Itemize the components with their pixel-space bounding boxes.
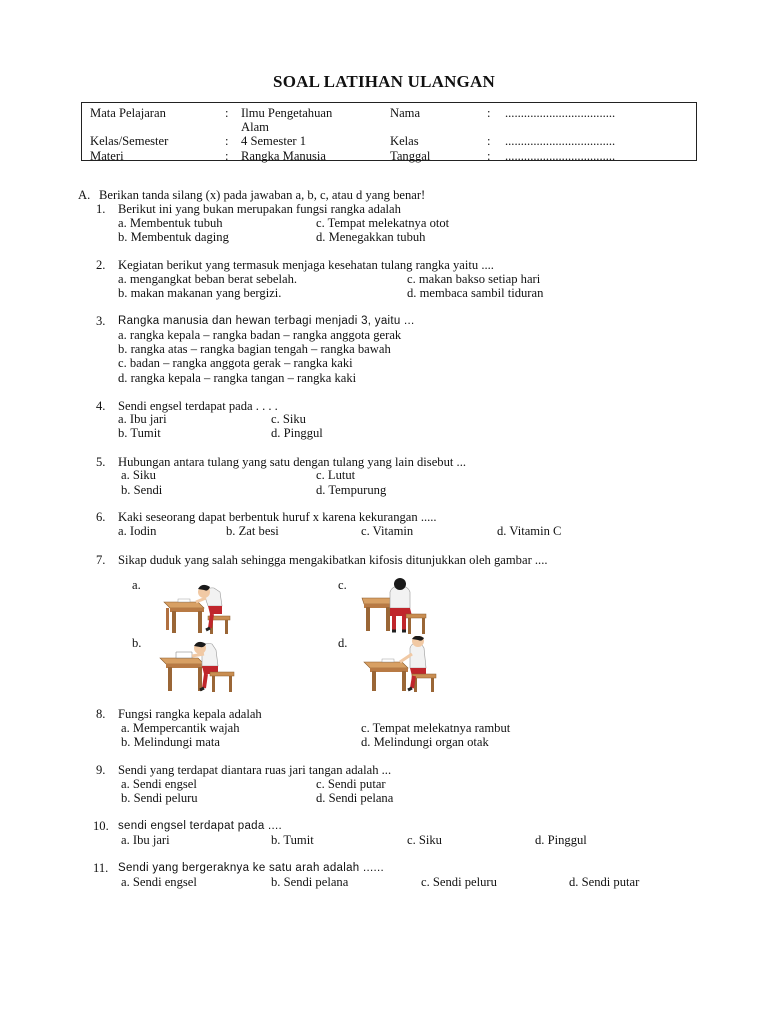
option-d[interactable]: d. Menegakkan tubuh — [316, 230, 426, 244]
section-letter: A. — [78, 188, 91, 202]
option-a[interactable]: a. — [132, 578, 141, 592]
question-number: 9. — [96, 763, 106, 777]
option-d[interactable]: d. — [338, 636, 348, 650]
option-a[interactable]: a. Ibu jari — [121, 833, 170, 847]
option-a[interactable]: a. Ibu jari — [118, 412, 167, 426]
option-b[interactable]: b. Sendi peluru — [121, 791, 198, 805]
option-c[interactable]: c. Tempat melekatnya rambut — [361, 721, 511, 735]
option-c[interactable]: c. Siku — [271, 412, 306, 426]
option-d[interactable]: d. Pinggul — [271, 426, 323, 440]
option-b[interactable]: b. — [132, 636, 142, 650]
colon: : — [225, 106, 229, 120]
class-semester-value: 4 Semester 1 — [241, 134, 307, 148]
option-c[interactable]: c. Siku — [407, 833, 442, 847]
question-text: Sendi engsel terdapat pada . . . . — [118, 399, 278, 413]
question-text: Fungsi rangka kepala adalah — [118, 707, 262, 721]
class-semester-label: Kelas/Semester — [90, 134, 169, 148]
colon: : — [225, 149, 229, 163]
option-a[interactable]: a. mengangkat beban berat sebelah. — [118, 272, 298, 286]
topic-value: Rangka Manusia — [241, 149, 326, 163]
option-b[interactable]: b. makan makanan yang bergizi. — [118, 286, 282, 300]
question-text: Rangka manusia dan hewan terbagi menjadi 3, yaitu ... — [118, 315, 415, 327]
option-b[interactable]: b. Melindungi mata — [121, 735, 220, 749]
question-text: Sendi yang bergeraknya ke satu arah adalah ...... — [118, 862, 384, 874]
question-number: 7. — [96, 553, 106, 567]
option-a[interactable]: a. rangka kepala – rangka badan – rangka anggota gerak — [118, 328, 402, 342]
option-d[interactable]: d. Melindungi organ otak — [361, 735, 489, 749]
option-d[interactable]: d. rangka kepala – rangka tangan – rangka kaki — [118, 371, 357, 385]
question-text: Berikut ini yang bukan merupakan fungsi rangka adalah — [118, 202, 401, 216]
question-number: 4. — [96, 399, 106, 413]
date-blank[interactable]: ................................... — [505, 149, 616, 163]
option-b[interactable]: b. Membentuk daging — [118, 230, 229, 244]
question-text: Hubungan antara tulang yang satu dengan tulang yang lain disebut ... — [118, 455, 466, 469]
page-title: SOAL LATIHAN ULANGAN — [273, 72, 495, 91]
option-b[interactable]: b. Sendi — [121, 483, 163, 497]
subject-label: Mata Pelajaran — [90, 106, 166, 120]
question-number: 10. — [93, 819, 109, 833]
question-number: 2. — [96, 258, 106, 272]
name-label: Nama — [390, 106, 421, 120]
sitting-posture-image-d[interactable] — [362, 636, 444, 694]
name-blank[interactable]: ................................... — [505, 106, 616, 120]
option-c[interactable]: c. Tempat melekatnya otot — [316, 216, 450, 230]
option-d[interactable]: d. Pinggul — [535, 833, 587, 847]
question-number: 1. — [96, 202, 106, 216]
option-a[interactable]: a. Sendi engsel — [121, 875, 197, 889]
sitting-posture-image-c[interactable] — [360, 578, 430, 636]
question-text: Sendi yang terdapat diantara ruas jari tangan adalah ... — [118, 763, 392, 777]
option-c[interactable]: c. — [338, 578, 347, 592]
option-b[interactable]: b. rangka atas – rangka bagian tengah – rangka bawah — [118, 342, 391, 356]
subject-value: Ilmu Pengetahuan — [241, 106, 333, 120]
question-text: Kaki seseorang dapat berbentuk huruf x karena kekurangan ..... — [118, 510, 437, 524]
option-c[interactable]: c. makan bakso setiap hari — [407, 272, 541, 286]
subject-value-line2: Alam — [241, 120, 269, 134]
option-a[interactable]: a. Membentuk tubuh — [118, 216, 223, 230]
option-d[interactable]: d. Tempurung — [316, 483, 387, 497]
option-c[interactable]: c. Lutut — [316, 468, 356, 482]
option-d[interactable]: d. Vitamin C — [497, 524, 562, 538]
option-d[interactable]: d. Sendi putar — [569, 875, 640, 889]
question-text: Kegiatan berikut yang termasuk menjaga kesehatan tulang rangka yaitu .... — [118, 258, 494, 272]
option-a[interactable]: a. Sendi engsel — [121, 777, 197, 791]
option-b[interactable]: b. Zat besi — [226, 524, 279, 538]
colon: : — [487, 149, 491, 163]
option-d[interactable]: d. membaca sambil tiduran — [407, 286, 544, 300]
option-b[interactable]: b. Tumit — [118, 426, 161, 440]
topic-label: Materi — [90, 149, 124, 163]
option-c[interactable]: c. Sendi putar — [316, 777, 386, 791]
question-text: Sikap duduk yang salah sehingga mengakibatkan kifosis ditunjukkan oleh gambar .... — [118, 553, 548, 567]
colon: : — [225, 134, 229, 148]
question-number: 3. — [96, 314, 106, 328]
colon: : — [487, 134, 491, 148]
option-c[interactable]: c. Vitamin — [361, 524, 414, 538]
question-number: 6. — [96, 510, 106, 524]
class-label: Kelas — [390, 134, 419, 148]
class-blank[interactable]: ................................... — [505, 134, 616, 148]
option-a[interactable]: a. Siku — [121, 468, 156, 482]
question-number: 8. — [96, 707, 106, 721]
option-b[interactable]: b. Tumit — [271, 833, 314, 847]
question-number: 5. — [96, 455, 106, 469]
option-a[interactable]: a. Mempercantik wajah — [121, 721, 240, 735]
sitting-posture-image-a[interactable] — [160, 578, 236, 636]
sitting-posture-image-b[interactable] — [158, 640, 240, 694]
option-a[interactable]: a. Iodin — [118, 524, 157, 538]
question-text: sendi engsel terdapat pada .... — [118, 820, 283, 832]
option-b[interactable]: b. Sendi pelana — [271, 875, 349, 889]
option-d[interactable]: d. Sendi pelana — [316, 791, 394, 805]
section-instruction: Berikan tanda silang (x) pada jawaban a, b, c, atau d yang benar! — [99, 188, 426, 202]
option-c[interactable]: c. badan – rangka anggota gerak – rangka kaki — [118, 356, 353, 370]
colon: : — [487, 106, 491, 120]
question-number: 11. — [93, 861, 109, 875]
date-label: Tanggal — [390, 149, 431, 163]
option-c[interactable]: c. Sendi peluru — [421, 875, 497, 889]
